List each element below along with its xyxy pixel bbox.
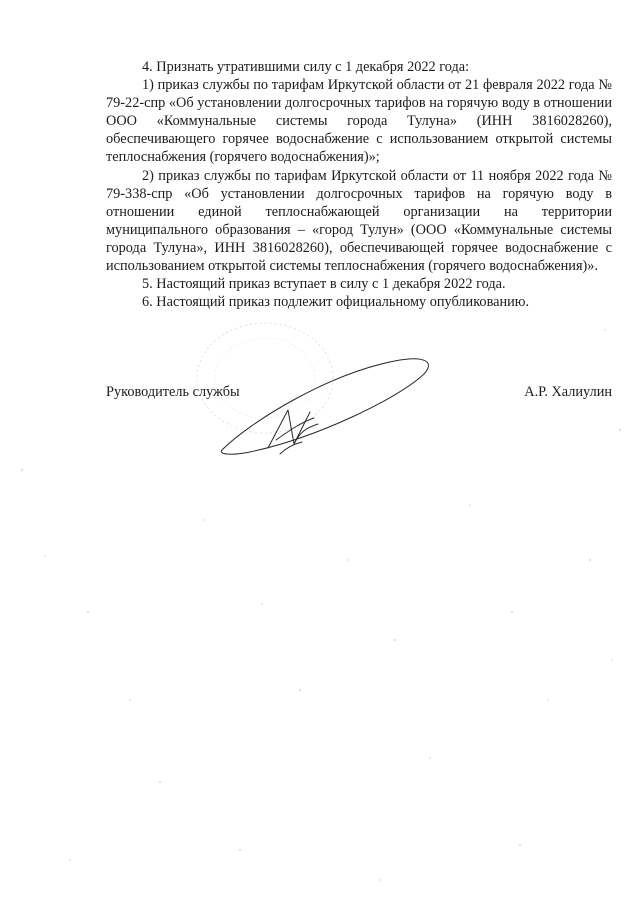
- signatory-title: Руководитель службы: [106, 384, 240, 400]
- paragraph-item-4: 4. Признать утратившими силу с 1 декабря 2022 года:: [142, 59, 470, 75]
- signatory-name: А.Р. Халиулин: [524, 384, 612, 400]
- paragraph-item-6: 6. Настоящий приказ подлежит официальному опубликованию.: [142, 294, 530, 311]
- paragraph-item-5: 5. Настоящий приказ вступает в силу с 1 декабря 2022 года.: [142, 276, 506, 293]
- handwritten-signature: [210, 352, 440, 462]
- order-text: [106, 58, 612, 311]
- paragraph-subitem-1: 1) приказ службы по тарифам Иркутской области от 21 февраля 2022 года № 79-22-спр «Об установлении долгосрочных тарифов на горячую воду в отношении ООО «Коммунальные системы города Тулуна» (ИНН 3816028260), обеспечивающего горячее водоснабжение с использованием открытой системы теплоснабжения (горячего водоснабжения)»;: [106, 77, 612, 166]
- paragraph-subitem-2: 2) приказ службы по тарифам Иркутской области от 11 ноября 2022 года № 79-338-спр «Об установлении долгосрочных тарифов на горячую воду в отношении единой теплоснабжающей организации на территории муниципального образования – «город Тулун» (ООО «Коммунальные системы города Тулуна», ИНН 3816028260), обеспечивающей горячее водоснабжение с использованием открытой системы теплоснабжения (горячего водоснабжения)».: [106, 167, 612, 275]
